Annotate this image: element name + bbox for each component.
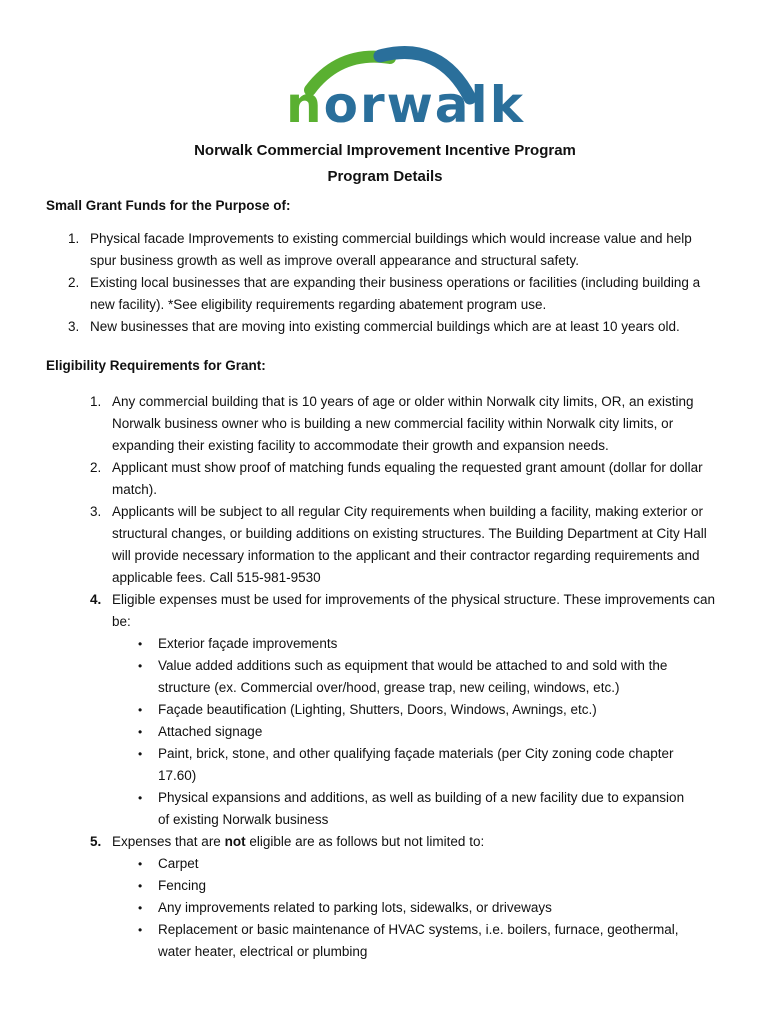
list-item: • Attached signage xyxy=(138,724,263,739)
norwalk-logo xyxy=(270,38,525,142)
list-item: 4. Eligible expenses must be used for improvements of the physical structure. These improvements can be: • Exterior façade improvements • Value added additions such as equipment that would be attached to and sold with the structure (ex. Commercial over/hood, grease trap, new ceiling, windows, etc.) • Façade beautification (Lighting, Shutters, Doors, Windows, Awnings, etc.) • Attached signage • Paint, brick, stone, and other qualifying façade materials (per City zoning code chapter 17.60) • Physical expansions and additions, as well as building of a new facility due to expansion of existing Norwalk business xyxy=(90,589,720,831)
list-item: 1. Physical facade Improvements to existing commercial buildings which would increase value and help spur business growth as well as improve overall appearance and structural safety. xyxy=(68,231,692,268)
purposes-list xyxy=(68,228,718,338)
list-item: • Exterior façade improvements xyxy=(138,636,338,651)
list-item: • Fencing xyxy=(138,878,207,893)
list-item: 2. Existing local businesses that are expanding their business operations or facilities (including building a new facility). *See eligibility requirements regarding abatement program use. xyxy=(68,275,701,312)
document-subtitle: Program Details xyxy=(327,168,443,185)
list-item: • Façade beautification (Lighting, Shutters, Doors, Windows, Awnings, etc.) xyxy=(138,702,597,717)
list-item: 3. Applicants will be subject to all regular City requirements when building a facility, making exterior or structural changes, or building additions on existing structures. The Building Department at City Hall will provide necessary information to the applicant and their contractor regarding requirements and applicable fees. Call 515-981-9530 xyxy=(90,504,707,585)
eligible-expenses-list xyxy=(134,633,694,831)
document-title: Norwalk Commercial Improvement Incentive Program xyxy=(194,142,576,159)
list-item: 3. New businesses that are moving into existing commercial buildings which are at least 10 years old. xyxy=(68,319,680,334)
list-item: 1. Any commercial building that is 10 years of age or older within Norwalk city limits, OR, an existing Norwalk business owner who is building a new commercial facility within Norwalk city limits, or expanding their existing facility to accommodate their growth and expansion needs. xyxy=(90,394,694,453)
list-item: • Physical expansions and additions, as well as building of a new facility due to expansion of existing Norwalk business xyxy=(138,790,685,827)
eligibility-list xyxy=(90,391,720,963)
list-item: • Paint, brick, stone, and other qualifying façade materials (per City zoning code chapter 17.60) xyxy=(138,746,674,783)
logo-wordmark: norwalk xyxy=(286,76,525,134)
list-item: • Replacement or basic maintenance of HVAC systems, i.e. boilers, furnace, geothermal, water heater, electrical or plumbing xyxy=(138,922,679,959)
list-item: 5. Expenses that are not eligible are as follows but not limited to: • Carpet • Fencing • Any improvements related to parking lots, sidewalks, or driveways • Replacement or basic maintenance of HVAC systems, i.e. boilers, furnace, geothermal, water heater, electrical or plumbing xyxy=(90,831,720,963)
eligibility-heading: Eligibility Requirements for Grant: xyxy=(46,358,266,373)
list-item: • Carpet xyxy=(138,856,199,871)
list-item: 2. Applicant must show proof of matching funds equaling the requested grant amount (dollar for dollar match). xyxy=(90,460,703,497)
purposes-heading: Small Grant Funds for the Purpose of: xyxy=(46,198,291,213)
list-item: • Value added additions such as equipment that would be attached to and sold with the structure (ex. Commercial over/hood, grease trap, new ceiling, windows, etc.) xyxy=(138,658,668,695)
ineligible-expenses-list xyxy=(134,853,694,963)
list-item: • Any improvements related to parking lots, sidewalks, or driveways xyxy=(138,900,552,915)
